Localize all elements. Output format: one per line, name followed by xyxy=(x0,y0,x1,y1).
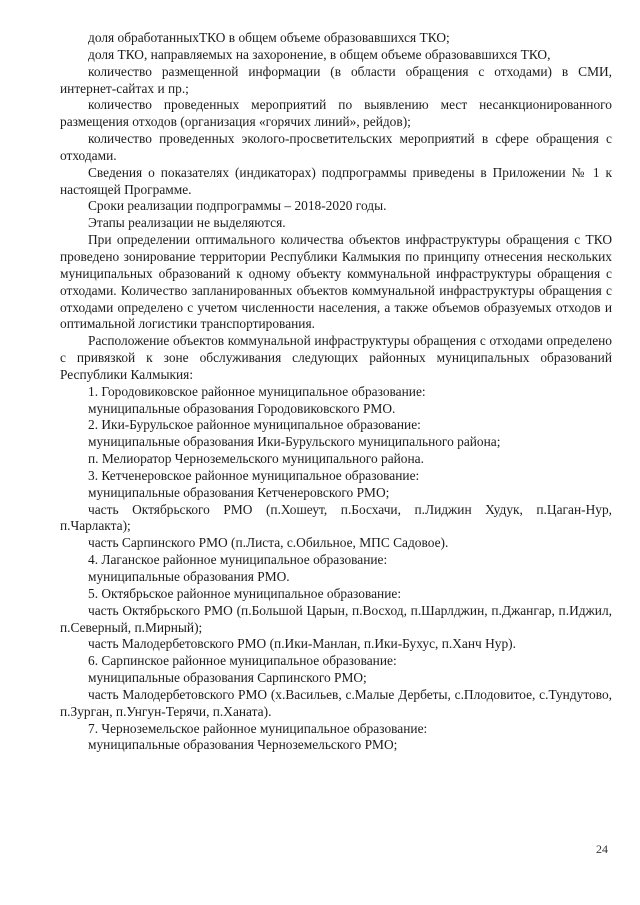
list-heading: 6. Сарпинское районное муниципальное образование: xyxy=(88,653,397,669)
paragraph: Сроки реализации подпрограммы – 2018-2020 годы. xyxy=(88,198,387,214)
list-heading: 5. Октябрьское районное муниципальное образование: xyxy=(88,585,402,601)
list-heading: 4. Лаганское районное муниципальное образование: xyxy=(88,552,388,568)
list-item: муниципальные образования РМО. xyxy=(88,569,290,584)
paragraph: Сведения о показателях (индикаторах) подпрограммы приведены в Приложении № 1 к настоящей Программе. xyxy=(60,164,612,197)
list-item: часть Малодербетовского РМО (х.Васильев, с.Малые Дербеты, с.Плодовитое, с.Тундутово, п.Зурган, п.Унгун-Терячи, п.Ханата). xyxy=(60,686,612,719)
list-heading: 1. Городовиковское районное муниципальное образование: xyxy=(88,383,426,399)
list-heading: 2. Ики-Бурульское районное муниципальное образование: xyxy=(88,417,421,433)
list-item: часть Октябрьского РМО (п.Большой Царын, п.Восход, п.Шарлджин, п.Джангар, п.Иджил, п.Северный, п.Мирный); xyxy=(60,602,612,635)
paragraph: Расположение объектов коммунальной инфраструктуры обращения с отходами определено с привязкой к зоне обслуживания следующих районных муниципальных образований Республики Калмыкия: xyxy=(60,333,612,382)
list-item: муниципальные образования Сарпинского РМО; xyxy=(88,670,367,686)
list-item: п. Мелиоратор Черноземельского муниципального района. xyxy=(88,451,424,467)
body-text xyxy=(60,30,612,754)
list-heading: 3. Кетченеровское районное муниципальное образование: xyxy=(88,467,420,483)
list-item: муниципальные образования Кетченеровского РМО; xyxy=(88,484,390,500)
paragraph: доля ТКО, направляемых на захоронение, в общем объеме образовавшихся ТКО, xyxy=(88,46,551,62)
paragraph: Этапы реализации не выделяются. xyxy=(88,215,286,231)
paragraph: количество проведенных эколого-просветительских мероприятий в сфере обращения с отходами. xyxy=(60,131,612,163)
paragraph: При определении оптимального количества объектов инфраструктуры обращения с ТКО проведено зонирование территории Республики Калмыкия по принципу отнесения нескольких муниципальных образований к одному объекту коммунальной инфраструктуры обращения с отходами. Количество запланированных объектов коммунальной инфраструктуры обращения с отходами определено с учетом численности населения, а также объемов образуемых отходов и оптимальной логистики транспортирования. xyxy=(60,232,612,332)
list-item: муниципальные образования Городовиковского РМО. xyxy=(88,400,396,416)
paragraph: количество проведенных мероприятий по выявлению мест несанкционированного размещения отходов (организация «горячих линий», рейдов); xyxy=(60,97,612,130)
paragraph: количество размещенной информации (в области обращения с отходами) в СМИ, интернет-сайтах и пр.; xyxy=(60,63,612,96)
paragraph: доля обработанныхТКО в общем объеме образовавшихся ТКО; xyxy=(88,30,450,45)
list-item: муниципальные образования Черноземельского РМО; xyxy=(88,737,398,753)
page-number: 24 xyxy=(596,842,608,856)
list-item: муниципальные образования Ики-Бурульского муниципального района; xyxy=(88,434,501,450)
list-item: часть Октябрьского РМО (п.Хошеут, п.Босхачи, п.Лиджин Худук, п.Цаган-Нур, п.Чарлакта); xyxy=(60,501,612,534)
list-item: часть Малодербетовского РМО (п.Ики-Манлан, п.Ики-Бухус, п.Ханч Нур). xyxy=(88,636,516,652)
list-heading: 7. Черноземельское районное муниципальное образование: xyxy=(88,720,428,736)
list-item: часть Сарпинского РМО (п.Листа, с.Обильное, МПС Садовое). xyxy=(88,535,449,551)
